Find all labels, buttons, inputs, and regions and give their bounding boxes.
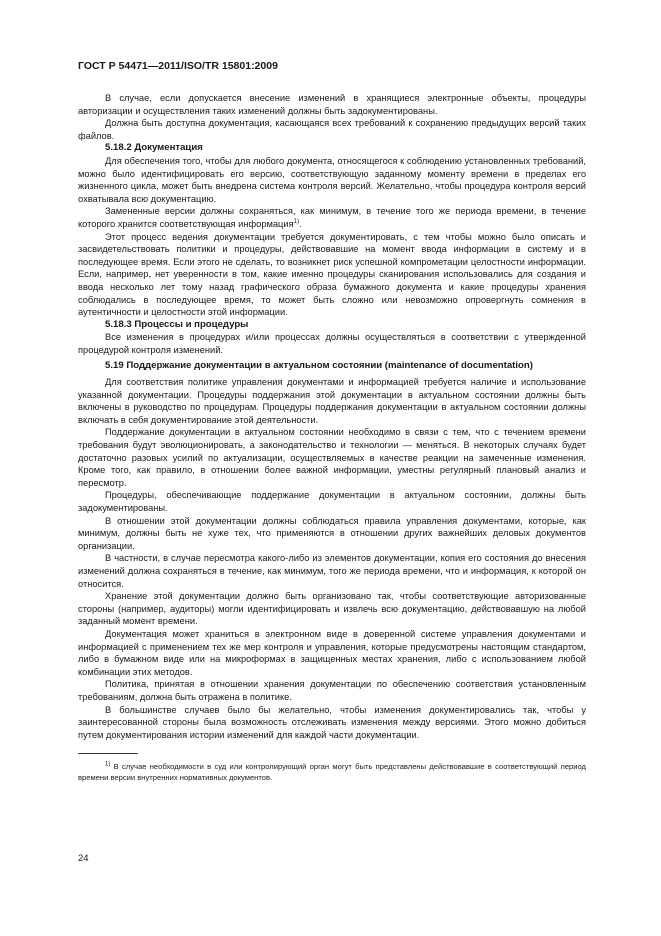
paragraph-text: Замененные версии должны сохраняться, как минимум, в течение того же периода времени, в течение которого хранится соответствующая информация	[78, 206, 586, 229]
paragraph: Политика, принятая в отношении хранения документации по обеспечению соответствия установленным требованиям, должна быть отражена в политике.	[78, 679, 586, 702]
paragraph: Для обеспечения того, чтобы для любого документа, относящегося к соблюдению установленных требований, можно было идентифицировать его версию, соответствующую заданному моменту времени в пределах его жизненного цикла, может быть внедрена система контроля версий. Желательно, чтобы процедура контроля версий охватывала всю документацию.	[78, 155, 586, 204]
paragraph: Этот процесс ведения документации требуется документировать, с тем чтобы можно было описать и засвидетельствовать политики и процедуры, действовавшие на момент ввода информации в систему и в последующее время. Если этого не сделать, то возникнет риск успешной компрометации целостности информации. Если, например, нет уверенности в том, какие именно процедуры сканирования использовались для создания и ввода несколько лет тому назад графического образа бумажного документа и какие процедуры хранения соблюдались в последующее время, то может быть сложно или невозможно опровергнуть сомнения в аутентичности и целостности этой информации.	[78, 231, 586, 318]
paragraph-end: .	[298, 218, 302, 229]
footnote-reference: 1)	[293, 218, 299, 225]
paragraph: В частности, в случае пересмотра какого-либо из элементов документации, копия его состояния до внесения изменений должна сохраняться в течение, как минимум, того же периода времени, что и информация, к которой он относится.	[78, 553, 586, 589]
page-number: 24	[78, 853, 89, 864]
paragraph: Должна быть доступна документация, касающаяся всех требований к сохранению предыдущих версий таких файлов.	[78, 118, 586, 141]
paragraph: Для соответствия политике управления документами и информацией требуется наличие и использование указанной документации. Процедуры поддержания этой документации в актуальном состоянии должны быть включены в руководство по процедурам. Процедуры поддержания документации в актуальном состоянии должны включать в себя документирование этой деятельности.	[78, 377, 586, 425]
paragraph: Все изменения в процедурах и/или процессах должны осуществляться в соответствии с утвержденной процедурой контроля изменений.	[78, 332, 586, 355]
document-header: ГОСТ Р 54471—2011/ISO/TR 15801:2009	[78, 60, 278, 72]
footnote-mark: 1)	[105, 761, 111, 768]
document-page	[78, 60, 586, 783]
paragraph-with-footnote-ref	[78, 205, 586, 230]
footnote-text: В случае необходимости в суд или контролирующий орган могут быть представлены действовавшие в соответствующий период времени версии внутренних нормативных документов.	[78, 762, 586, 783]
paragraph: Поддержание документации в актуальном состоянии необходимо в связи с тем, что с течением времени требования будут эволюционировать, а законодательство и технологии — меняться. В некоторых случаях будет достаточно разовых усилий по актуализации, осуществляемых в качестве реакции на замеченные изменения. Кроме того, как правило, в отношении более важной информации, уместны регулярный плановый анализ и пересмотр.	[78, 427, 586, 488]
footnote-divider	[78, 753, 138, 754]
section-heading-5-18-2: 5.18.2 Документация	[105, 142, 203, 154]
paragraph: Хранение этой документации должно быть организовано так, чтобы соответствующие авторизованные стороны (например, аудиторы) могли идентифицировать и извлечь всю документацию, действовавшую на любой заданный момент времени.	[78, 591, 586, 627]
section-heading-5-18-3: 5.18.3 Процессы и процедуры	[105, 318, 249, 330]
paragraph: В большинстве случаев было бы желательно, чтобы изменения документировались так, чтобы у заинтересованной стороны была возможность отслеживать изменения между версиями. Этого можно добиться путем документирования истории изменений для каждой части документации.	[78, 704, 586, 740]
paragraph: Документация может храниться в электронном виде в доверенной системе управления документами и информацией с применением тех же мер контроля и управления, которые предусмотрены настоящим стандартом, либо в бумажном виде или на микроформах в защищенных местах хранения, либо с использованием любой комбинации этих методов.	[78, 628, 586, 677]
section-heading-5-19: 5.19 Поддержание документации в актуальном состоянии (maintenance of documentation)	[105, 360, 533, 372]
footnote	[78, 761, 586, 783]
paragraph: В случае, если допускается внесение изменений в хранящиеся электронные объекты, процедуры авторизации и осуществления таких изменений должны быть задокументированы.	[78, 93, 586, 116]
paragraph: В отношении этой документации должны соблюдаться правила управления документами, которые, как минимум, должны быть не хуже тех, что применяются в отношении других важнейших деловых документов организации.	[78, 515, 586, 551]
paragraph: Процедуры, обеспечивающие поддержание документации в актуальном состоянии, должны быть задокументированы.	[78, 490, 586, 513]
